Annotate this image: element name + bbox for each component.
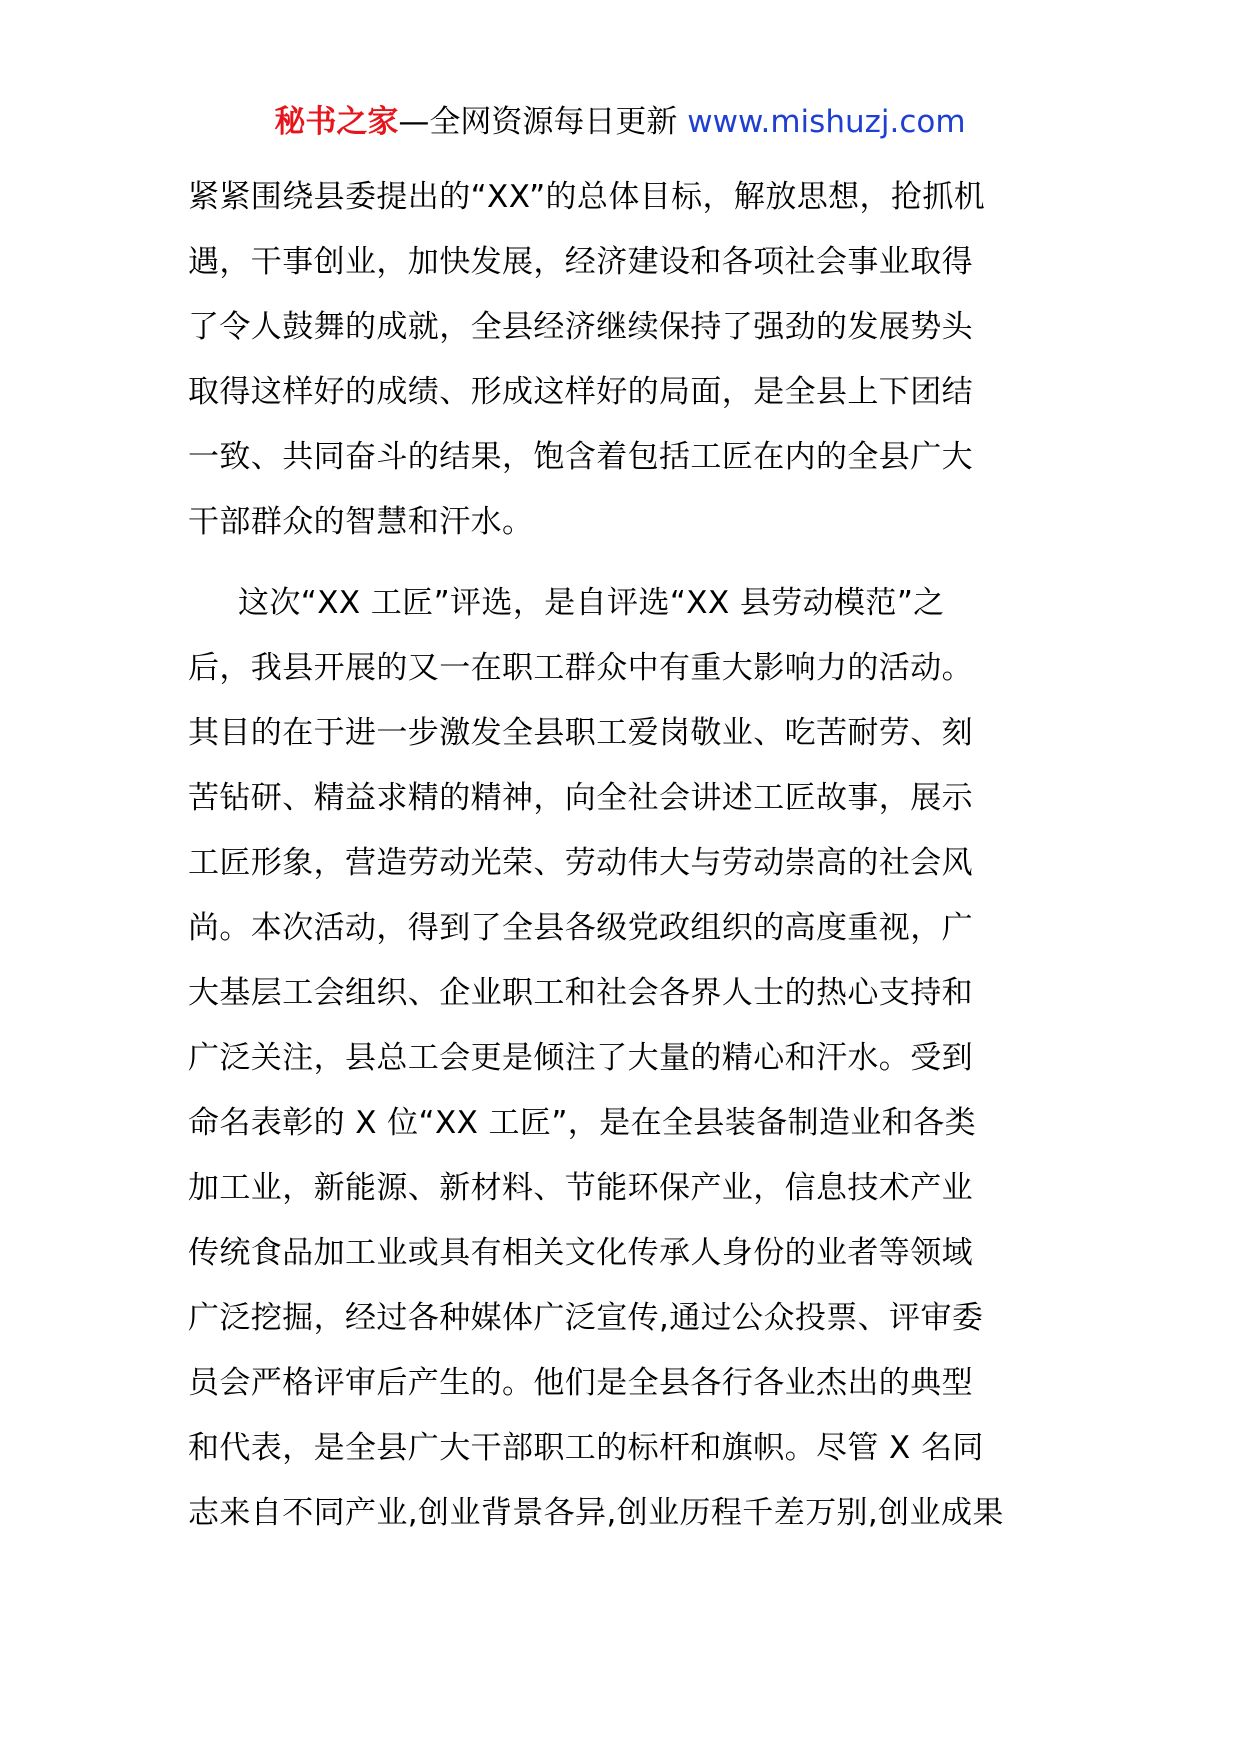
- text-line: 命名表彰的 X 位“XX 工匠”，是在全县装备制造业和各类: [188, 1105, 976, 1141]
- document-body: [188, 165, 1068, 1546]
- text-line: 遇，干事创业，加快发展，经济建设和各项社会事业取得: [188, 244, 973, 280]
- text-line: 紧紧围绕县委提出的“XX”的总体目标，解放思想，抢抓机: [188, 179, 986, 215]
- text-line: 后，我县开展的又一在职工群众中有重大影响力的活动。: [188, 650, 973, 686]
- paragraph-1: [188, 165, 1068, 555]
- text-line: 广泛挖掘，经过各种媒体广泛宣传,通过公众投票、评审委: [188, 1300, 984, 1336]
- text-line: 尚。本次活动，得到了全县各级党政组织的高度重视，广: [188, 910, 973, 946]
- text-line: 志来自不同产业,创业背景各异,创业历程千差万别,创业成果: [188, 1495, 1004, 1531]
- text-line: 广泛关注，县总工会更是倾注了大量的精心和汗水。受到: [188, 1040, 973, 1076]
- text-line: 和代表，是全县广大干部职工的标杆和旗帜。尽管 X 名同: [188, 1430, 984, 1466]
- text-line: 了令人鼓舞的成就，全县经济继续保持了强劲的发展势头: [188, 309, 973, 345]
- paragraph-gap: [188, 555, 1068, 571]
- text-line: 大基层工会组织、企业职工和社会各界人士的热心支持和: [188, 975, 973, 1011]
- site-url-link[interactable]: www.mishuzj.com: [687, 104, 966, 140]
- text-line: 传统食品加工业或具有相关文化传承人身份的业者等领域: [188, 1235, 973, 1271]
- text-line: 工匠形象，营造劳动光荣、劳动伟大与劳动崇高的社会风: [188, 845, 973, 881]
- text-line: 其目的在于进一步激发全县职工爱岗敬业、吃苦耐劳、刻: [188, 715, 973, 751]
- text-line: 加工业，新能源、新材料、节能环保产业，信息技术产业: [188, 1170, 973, 1206]
- text-line: 苦钻研、精益求精的精神，向全社会讲述工匠故事，展示: [188, 780, 973, 816]
- text-line: 干部群众的智慧和汗水。: [188, 504, 534, 540]
- paragraph-2: [188, 571, 1068, 1546]
- text-line: 一致、共同奋斗的结果，饱含着包括工匠在内的全县广大: [188, 439, 973, 475]
- text-line: 这次“XX 工匠”评选，是自评选“XX 县劳动模范”之: [238, 585, 945, 621]
- site-header: [0, 100, 1240, 144]
- text-line: 员会严格评审后产生的。他们是全县各行各业杰出的典型: [188, 1365, 973, 1401]
- brand-name: 秘书之家: [274, 104, 399, 140]
- header-tagline: —全网资源每日更新: [398, 104, 688, 140]
- text-line: 取得这样好的成绩、形成这样好的局面，是全县上下团结: [188, 374, 973, 410]
